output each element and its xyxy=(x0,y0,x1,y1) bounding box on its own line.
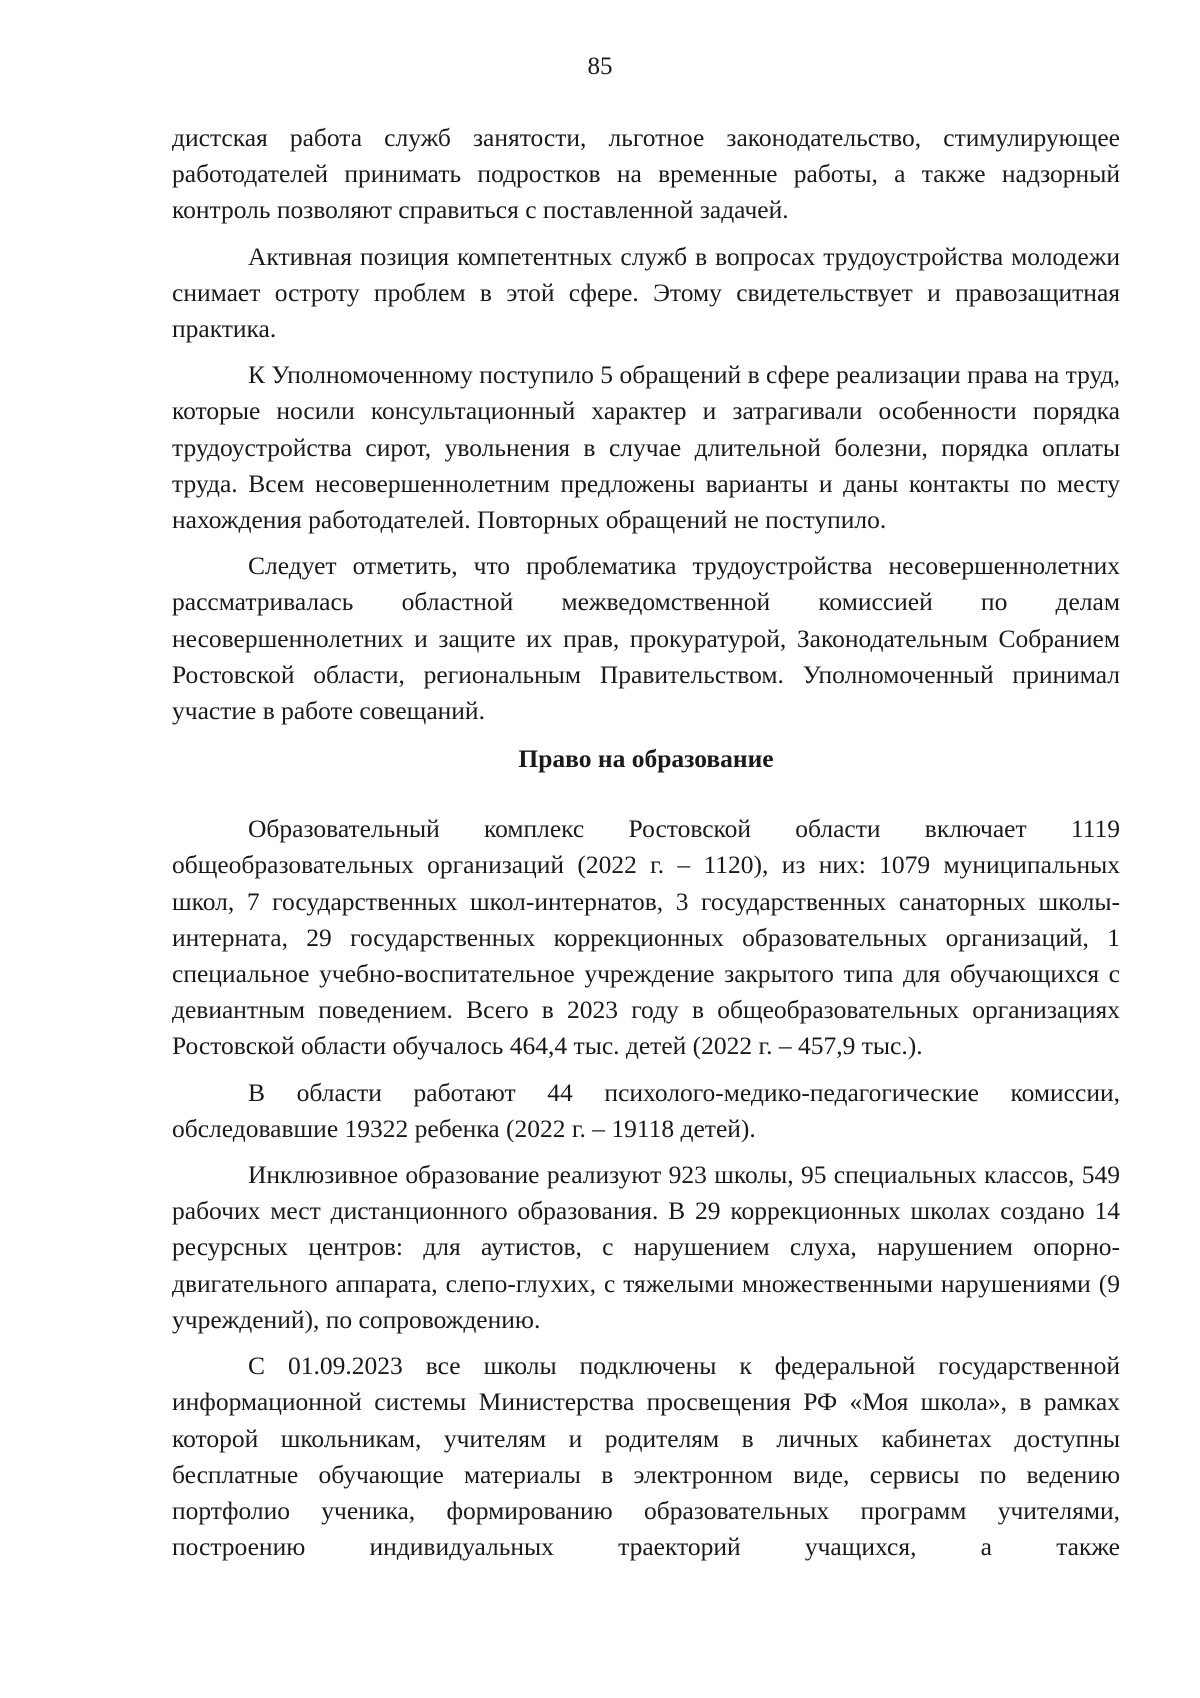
page-number: 85 xyxy=(587,53,613,80)
paragraph-unfinished: С 01.09.2023 все школы подключены к федеральной государственной информационной системы Министерства просвещения РФ «Моя школа», в рамках которой школьникам, учителям и родителям в личных кабинетах доступны бесплатные обучающие материалы в электронном виде, сервисы по ведению портфолио ученика, формированию образовательных программ учителями, построению индивидуальных траекторий учащихся, а также xyxy=(172,1351,1120,1562)
paragraph: Образовательный комплекс Ростовской области включает 1119 общеобразовательных организаций (2022 г. – 1120), из них: 1079 муниципальных школ, 7 государственных школ-интернатов, 3 государственных санаторных школы-интерната, 29 государственных коррекционных образовательных организаций, 1 специальное учебно-воспитательное учреждение закрытого типа для обучающихся с девиантным поведением. Всего в 2023 году в общеобразовательных организациях Ростовской области обучалось 464,4 тыс. детей (2022 г. – 457,9 тыс.). xyxy=(172,814,1120,1061)
paragraph: Следует отметить, что проблематика трудоустройства несовершеннолетних рассматривалась областной межведомственной комиссией по делам несовершеннолетних и защите их прав, прокуратурой, Законодательным Собранием Ростовской области, региональным Правительством. Уполномоченный принимал участие в работе совещаний. xyxy=(172,551,1120,726)
paragraph: Активная позиция компетентных служб в вопросах трудоустройства молодежи снимает остроту проблем в этой сфере. Этому свидетельствует и правозащитная практика. xyxy=(172,241,1120,344)
body-text xyxy=(172,120,1120,1565)
paragraph: К Уполномоченному поступило 5 обращений в сфере реализации права на труд, которые носили консультационный характер и затрагивали особенности порядка трудоустройства сирот, увольнения в случае длительной болезни, порядка оплаты труда. Всем несовершеннолетним предложены варианты и даны контакты по месту нахождения работодателей. Повторных обращений не поступило. xyxy=(172,360,1120,535)
paragraph-continued: дистская работа служб занятости, льготное законодательство, стимулирующее работодателей принимать подростков на временные работы, а также надзорный контроль позволяют справиться с поставленной задачей. xyxy=(172,123,1120,225)
section-heading: Право на образование xyxy=(518,744,774,774)
paragraph: В области работают 44 психолого-медико-педагогические комиссии, обследовавшие 19322 ребенка (2022 г. – 19118 детей). xyxy=(172,1077,1120,1143)
paragraph: Инклюзивное образование реализуют 923 школы, 95 специальных классов, 549 рабочих мест дистанционного образования. В 29 коррекционных школах создано 14 ресурсных центров: для аутистов, с нарушением слуха, нарушением опорно-двигательного аппарата, слепо-глухих, с тяжелыми множественными нарушениями (9 учреждений), по сопровождению. xyxy=(172,1160,1120,1334)
